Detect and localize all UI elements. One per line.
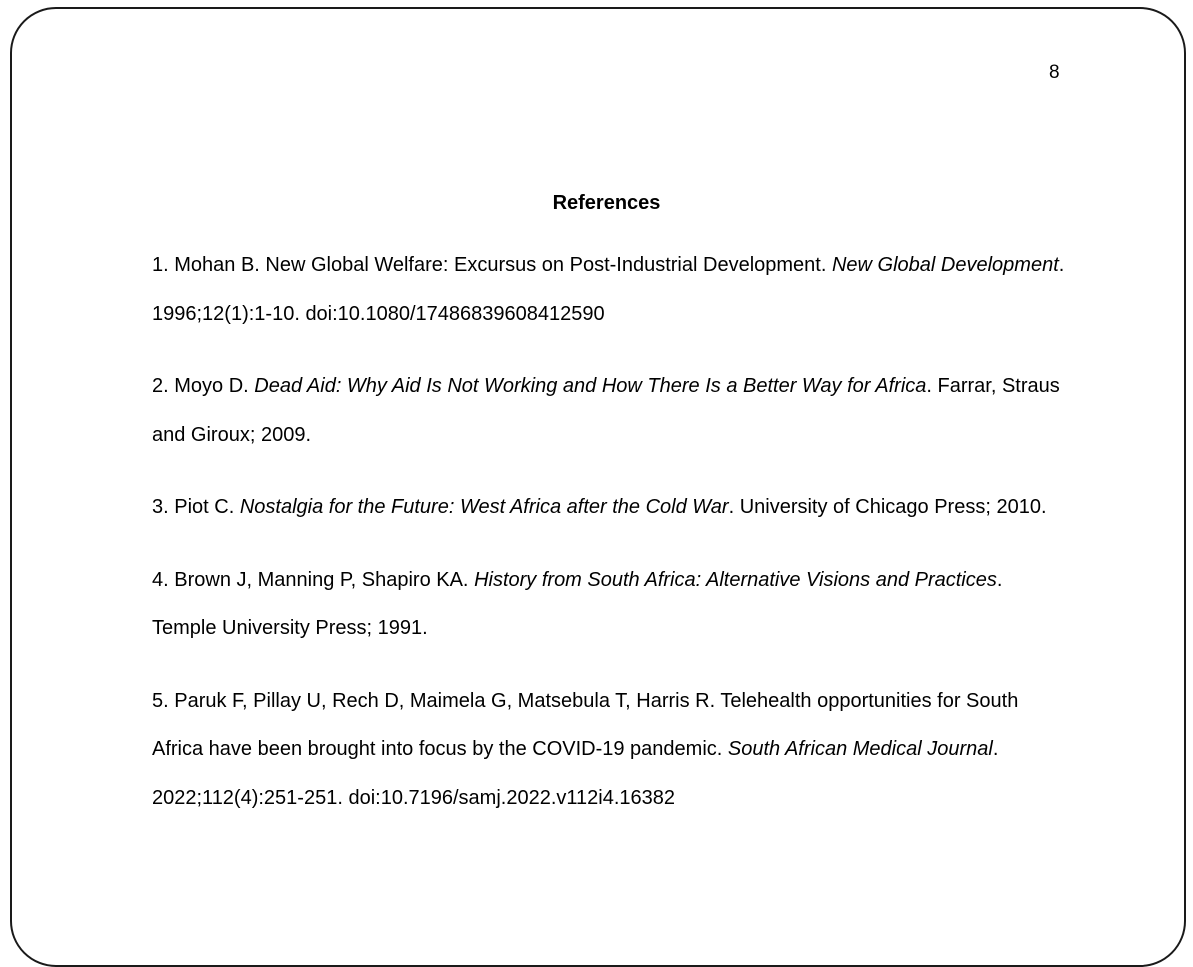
reference-source-title: Dead Aid: Why Aid Is Not Working and How There Is a Better Way for Africa (254, 375, 927, 397)
reference-publication-details: . 1996;12(1):1-10. doi:10.1080/17486839608412590 (152, 254, 1065, 325)
reference-publication-details: . 2022;112(4):251-251. doi:10.7196/samj.2022.v112i4.16382 (152, 738, 999, 809)
reference-source-title: History from South Africa: Alternative Visions and Practices (474, 568, 997, 591)
reference-number: 1. (152, 254, 169, 276)
reference-source-title: Nostalgia for the Future: West Africa after the Cold War (239, 496, 729, 518)
references-heading: References (552, 192, 661, 214)
reference-number: 3. (152, 496, 169, 518)
reference-number: 2. (152, 375, 169, 397)
page-number: 8 (1049, 62, 1060, 83)
reference-number: 4. (152, 568, 169, 591)
reference-authors-title: Mohan B. New Global Welfare: Excursus on Post-Industrial Development. (174, 254, 827, 276)
reference-item (152, 556, 1072, 653)
reference-publication-details: . University of Chicago Press; 2010. (728, 496, 1047, 518)
reference-publication-details: . Temple University Press; 1991. (152, 568, 1003, 639)
reference-authors-title: Piot C. (174, 496, 235, 518)
reference-item (152, 362, 1072, 459)
reference-authors-title: Moyo D. (174, 375, 249, 397)
reference-authors-title: Paruk F, Pillay U, Rech D, Maimela G, Matsebula T, Harris R. Telehealth opportunities for South Africa have been brought into focus by the COVID-19 pandemic. (152, 689, 1019, 760)
reference-source-title: South African Medical Journal (727, 738, 993, 760)
reference-authors-title: Brown J, Manning P, Shapiro KA. (174, 568, 469, 591)
reference-item (152, 241, 1072, 338)
reference-source-title: New Global Development (831, 254, 1059, 276)
reference-number: 5. (152, 689, 169, 712)
reference-list (152, 241, 1072, 846)
reference-publication-details: . Farrar, Straus and Giroux; 2009. (152, 375, 1060, 446)
reference-item (152, 677, 1072, 823)
reference-item (152, 483, 1072, 532)
